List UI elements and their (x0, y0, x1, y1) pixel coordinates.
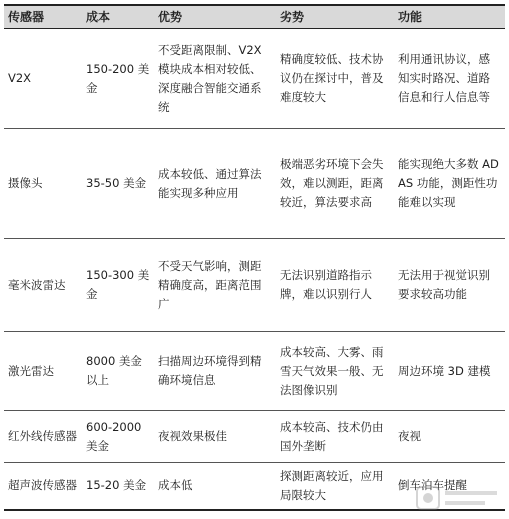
cell-sensor: 红外线传感器 (4, 411, 82, 463)
table-row (4, 332, 505, 411)
cell-advantage: 不受天气影响，测距精确度高，距离范围广 (154, 239, 276, 332)
header-disadvantage: 劣势 (276, 5, 394, 29)
cell-disadvantage: 无法识别道路指示牌，难以识别行人 (276, 239, 394, 332)
cell-sensor: 摄像头 (4, 129, 82, 239)
cell-disadvantage: 成本较高、大雾、雨雪天气效果一般、无法图像识别 (276, 332, 394, 411)
cell-cost: 150-200 美金 (82, 29, 154, 129)
cell-advantage: 扫描周边环境得到精确环境信息 (154, 332, 276, 411)
cell-advantage: 成本低 (154, 463, 276, 510)
cell-function: 夜视 (394, 411, 505, 463)
header-row (4, 5, 505, 29)
cell-advantage: 不受距离限制、V2X 模块成本相对较低、深度融合智能交通系统 (154, 29, 276, 129)
table-row (4, 463, 505, 510)
table-row (4, 239, 505, 332)
cell-function: 周边环境 3D 建模 (394, 332, 505, 411)
cell-disadvantage: 成本较高、技术仍由国外垄断 (276, 411, 394, 463)
cell-cost: 8000 美金以上 (82, 332, 154, 411)
cell-cost: 150-300 美金 (82, 239, 154, 332)
cell-disadvantage: 极端恶劣环境下会失效，难以测距，距离较近，算法要求高 (276, 129, 394, 239)
cell-cost: 600-2000 美金 (82, 411, 154, 463)
table-row (4, 29, 505, 129)
header-sensor: 传感器 (4, 5, 82, 29)
cell-cost: 35-50 美金 (82, 129, 154, 239)
cell-cost: 15-20 美金 (82, 463, 154, 510)
header-function: 功能 (394, 5, 505, 29)
header-advantage: 优势 (154, 5, 276, 29)
header-cost: 成本 (82, 5, 154, 29)
cell-sensor: V2X (4, 29, 82, 129)
cell-function: 无法用于视觉识别要求较高功能 (394, 239, 505, 332)
cell-function: 倒车泊车提醒 (394, 463, 505, 510)
table-row (4, 411, 505, 463)
cell-advantage: 夜视效果极佳 (154, 411, 276, 463)
cell-advantage: 成本较低、通过算法能实现多种应用 (154, 129, 276, 239)
cell-function: 利用通讯协议，感知实时路况、道路信息和行人信息等 (394, 29, 505, 129)
cell-disadvantage: 探测距离较近，应用局限较大 (276, 463, 394, 510)
cell-function: 能实现绝大多数 ADAS 功能，测距性功能难以实现 (394, 129, 505, 239)
cell-disadvantage: 精确度较低、技术协议仍在探讨中，普及难度较大 (276, 29, 394, 129)
sensor-comparison-table (4, 4, 505, 511)
cell-sensor: 激光雷达 (4, 332, 82, 411)
cell-sensor: 毫米波雷达 (4, 239, 82, 332)
table-row (4, 129, 505, 239)
cell-sensor: 超声波传感器 (4, 463, 82, 510)
